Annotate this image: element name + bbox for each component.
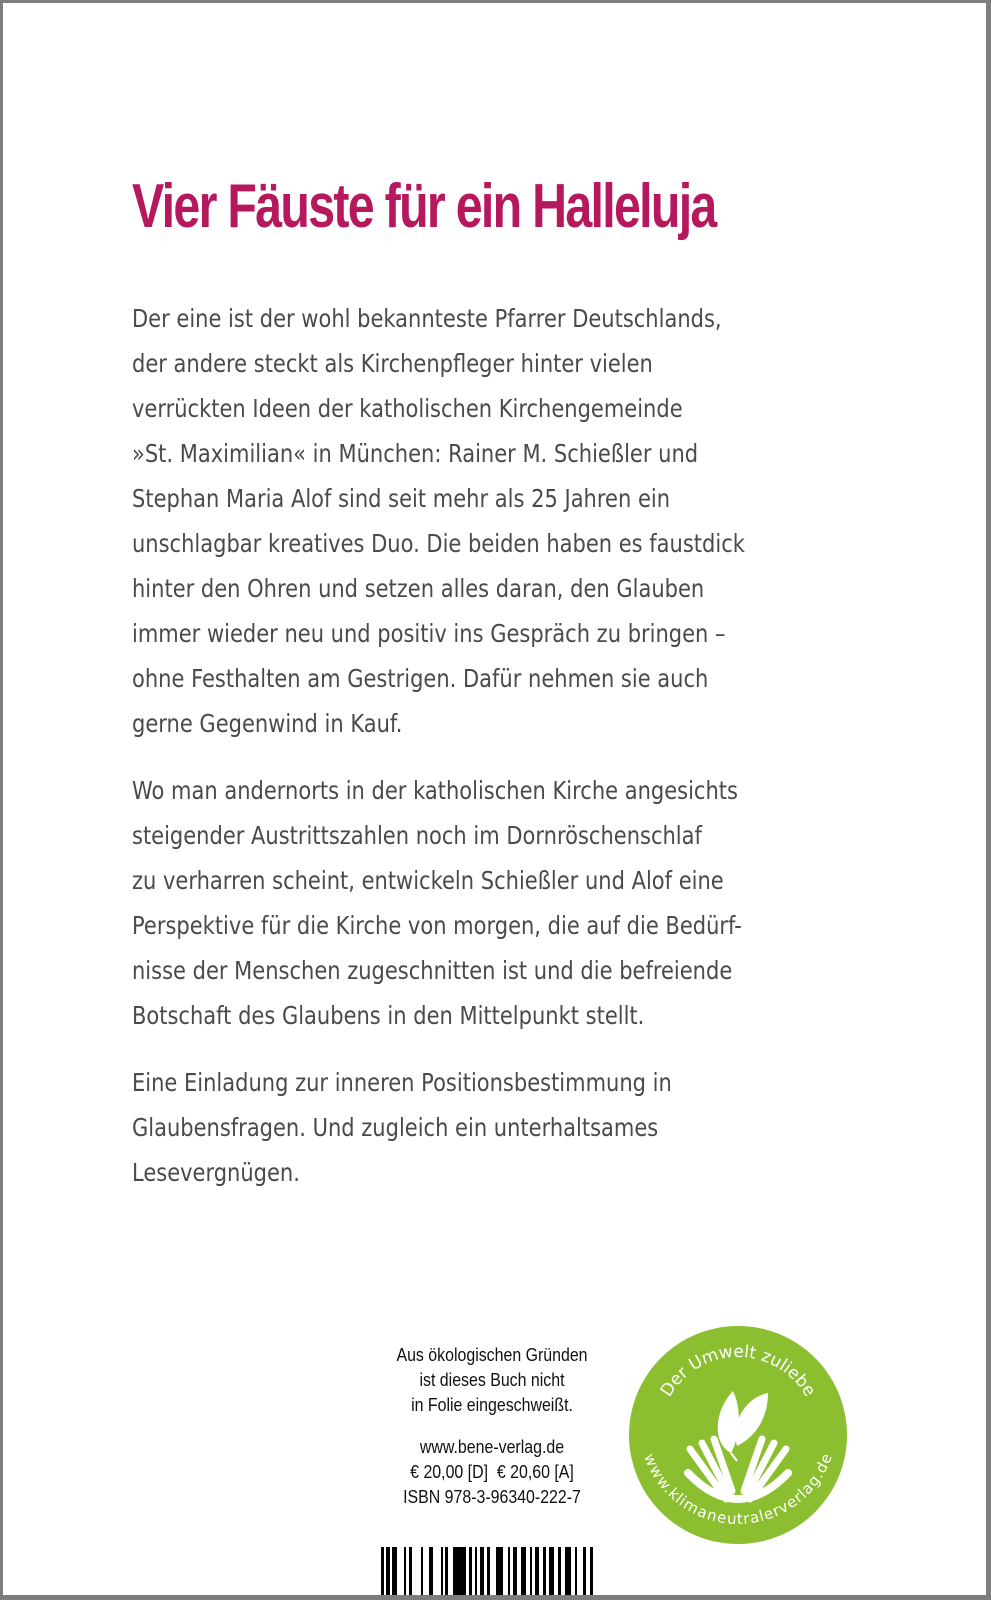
text-line: Botschaft des Glaubens in den Mittelpunkt stellt. (132, 1001, 645, 1030)
text-line: immer wieder neu und positiv ins Gespräch zu bringen – (132, 619, 726, 648)
eco-note-line: in Folie eingeschweißt. (411, 1394, 573, 1415)
publisher-website: www.bene-verlag.de (419, 1436, 565, 1457)
text-line: »St. Maximilian« in München: Rainer M. Schießler und (132, 439, 699, 468)
badge-top-text: Der Umwelt zuliebe (656, 1341, 820, 1401)
barcode-icon (381, 1547, 595, 1595)
blurb-paragraph-3 (132, 1060, 892, 1195)
text-line: nisse der Menschen zugeschnitten ist und die befreiende (132, 956, 733, 985)
text-line: Der eine ist der wohl bekannteste Pfarrer Deutschlands, (132, 304, 722, 333)
text-line: unschlagbar kreatives Duo. Die beiden haben es faustdick (132, 529, 745, 558)
text-line: gerne Gegenwind in Kauf. (132, 709, 403, 738)
eco-note-line: Aus ökologischen Gründen (396, 1344, 588, 1365)
text-line: zu verharren scheint, entwickeln Schießler und Alof eine (132, 866, 724, 895)
book-title: Vier Fäuste für ein Halleluja (132, 172, 716, 241)
text-line: Stephan Maria Alof sind seit mehr als 25 Jahren ein (132, 484, 671, 513)
text-line: der andere steckt als Kirchenpfleger hinter vielen (132, 349, 653, 378)
text-line: Glaubensfragen. Und zugleich ein unterhaltsames (132, 1113, 659, 1142)
blurb (132, 296, 892, 1217)
price: € 20,00 [D] € 20,60 [A] (410, 1461, 574, 1482)
text-line: Perspektive für die Kirche von morgen, die auf die Bedürf- (132, 911, 742, 940)
eco-note-line: ist dieses Buch nicht (419, 1369, 565, 1390)
text-line: steigender Austrittszahlen noch im Dornröschenschlaf (132, 821, 702, 850)
text-line: verrückten Ideen der katholischen Kirchengemeinde (132, 394, 683, 423)
text-line: hinter den Ohren und setzen alles daran, den Glauben (132, 574, 705, 603)
imprint-block (369, 1342, 615, 1509)
blurb-paragraph-1 (132, 296, 892, 746)
text-line: Eine Einladung zur inneren Positionsbestimmung in (132, 1068, 672, 1097)
book-back-cover (3, 3, 986, 1595)
text-line: Lesevergnügen. (132, 1158, 300, 1187)
blurb-paragraph-2 (132, 768, 892, 1038)
climate-neutral-badge (628, 1325, 848, 1545)
text-line: Wo man andernorts in der katholischen Kirche angesichts (132, 776, 738, 805)
text-line: ohne Festhalten am Gestrigen. Dafür nehmen sie auch (132, 664, 709, 693)
isbn: ISBN 978-3-96340-222-7 (403, 1486, 581, 1507)
badge-bottom-text: www.klimaneutralerverlag.de (639, 1451, 837, 1529)
